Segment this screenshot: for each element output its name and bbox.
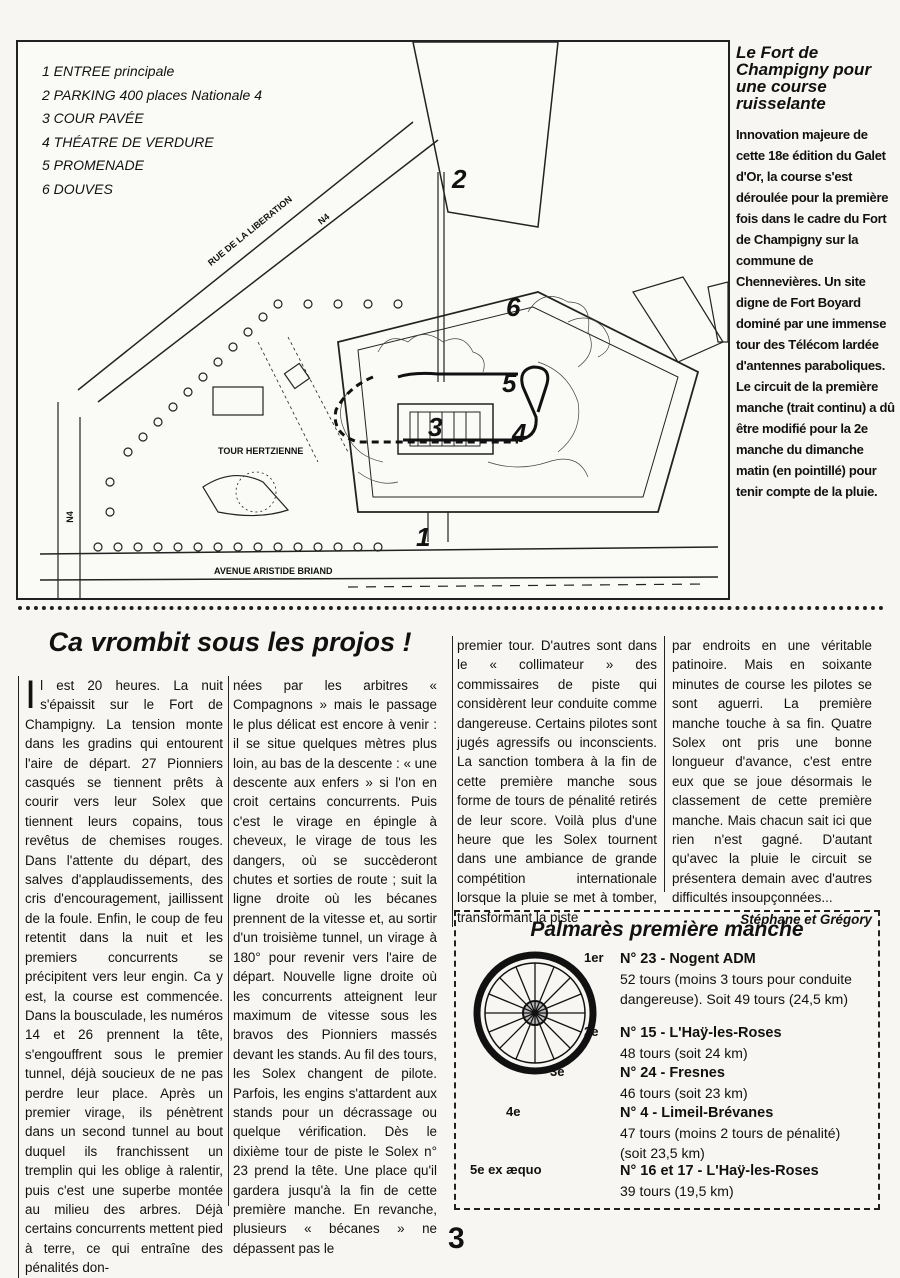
entry-team: N° 24 - Fresnes	[620, 1065, 725, 1081]
palmares-entry	[620, 1160, 870, 1201]
rank-label: 5e ex æquo	[470, 1162, 542, 1177]
article-column-3	[452, 636, 657, 927]
palmares-title: Palmarès première manche	[530, 918, 804, 941]
legend-item: 4 THÉATRE DE VERDURE	[42, 133, 214, 150]
legend-item: 3 COUR PAVÉE	[42, 110, 144, 126]
entry-detail: 39 tours (19,5 km)	[620, 1183, 734, 1199]
legend-item: 5 PROMENADE	[42, 157, 144, 173]
site-map	[16, 40, 730, 600]
entry-detail: 48 tours (soit 24 km)	[620, 1045, 748, 1061]
entry-team: N° 16 et 17 - L'Haÿ-les-Roses	[620, 1163, 819, 1179]
map-legend	[42, 60, 262, 201]
article-column-1	[18, 673, 223, 1278]
entry-team: N° 15 - L'Haÿ-les-Roses	[620, 1025, 782, 1041]
sidebar-article	[736, 44, 896, 502]
rank-label: 3e	[550, 1064, 565, 1079]
column-divider	[228, 676, 229, 1206]
entry-detail: 47 tours (moins 2 tours de pénalité) (soit 23,5 km)	[620, 1125, 841, 1161]
map-number-3: 3	[428, 412, 443, 442]
rank-label: 1er	[584, 950, 604, 965]
article-headline: Ca vrombit sous les projos !	[48, 627, 412, 657]
article-column-4	[672, 636, 872, 929]
entry-detail: 52 tours (moins 3 tours pour conduite dangereuse). Soit 49 tours (24,5 km)	[620, 971, 852, 1007]
dotted-separator	[18, 606, 884, 610]
label-tour-hertzienne: TOUR HERTZIENNE	[218, 446, 304, 456]
rank-label: 2e	[584, 1024, 599, 1039]
label-n4-left: N4	[64, 511, 75, 523]
palmares-entry	[620, 1062, 870, 1103]
article-column-2	[233, 676, 437, 1258]
article-signature: Stéphane et Grégory	[740, 911, 872, 927]
map-number-1: 1	[416, 522, 431, 552]
map-number-2: 2	[452, 164, 467, 194]
entry-team: N° 23 - Nogent ADM	[620, 951, 756, 967]
palmares-entry	[620, 1102, 870, 1163]
label-n4-top: N4	[316, 211, 332, 227]
map-number-4: 4	[512, 418, 527, 448]
palmares-entry	[620, 948, 870, 1009]
sidebar-title: Le Fort de Champigny pour une course ruisselante	[736, 43, 872, 113]
legend-item: 1 ENTREE principale	[42, 63, 175, 79]
column-text: l est 20 heures. La nuit s'épaissit sur le Fort de Champigny. La tension monte dans les gradins qui entourent l'aire de départ. 27 Pionniers casqués se tiennent prêts à courir vers leur Solex que tiennent leurs copains, tous revêtus de chemises rouges. Dans l'attente du départ, des salves d'applaudissements, des cris d'encouragement, jaillissent de la foule. Enfin, le coup de feu retentit dans la nuit et les premiers concurrents se précipitent vers leur engin. Ca y est, la course est commencée. Dans la bousculade, les numéros 14 et 26 prennent la tête, s'engouffrent sous le premier tunnel, déjà soucieux de ne pas perdre leur place. Après un premier virage, ils pénètrent dans un second tunnel au bout duquel ils franchissent un tremplin qui les oblige à ralentir, puis c'est une superbe montée au milieu des arbres. Déjà certains concurrents mettent pied à terre, ce qui entraîne des pénalités don-	[25, 678, 223, 1276]
sidebar-text: Innovation majeure de cette 18e édition du Galet d'Or, la course s'est déroulée pour la première fois dans le cadre du Fort de Champigny sur la commune de Chennevières. Un site digne de Fort Boyard dominé par une immense tour des Télécom lardée d'antennes paraboliques. Le circuit de la première manche (trait continu) a dû être modifié pour la 2e manche du dimanche matin (en pointillé) pour tenir compte de la pluie.	[736, 127, 895, 499]
column-text: par endroits en une véritable patinoire. Mais en soixante minutes de course les pilotes se sont aguerri. La première manche touche à sa fin. Quatre Solex ont pris une bonne longueur d'avance, c'est entre eux que se joue désormais le classement de cette première manche. Mais chacun sait ici que rien n'est gagné. D'autant qu'avec la pluie le circuit se présentera demain avec d'autres difficultés insoupçonnées...	[672, 638, 872, 906]
palmares-entry	[620, 1022, 870, 1063]
map-number-6: 6	[506, 292, 521, 322]
column-text: nées par les arbitres « Compagnons » mais le passage le plus délicat est encore à venir : il se situe quelques mètres plus loin, au bas de la descente : « une descente aux enfers » si l'on en croit certains concurrents. Puis c'est le virage en épingle à cheveux, le virage de tous les dangers, où se succèderont chutes et sorties de route ; suit la ligne droite où les bécanes prennent de la vitesse et, au sortir d'un troisième tunnel, un virage à 180° pour revenir vers l'aire de départ. Nouvelle ligne droite où les concurrents atteignent leur maximum de vitesse sous les bravos des Pionniers massés devant les stands. Au fil des tours, les Solex changent de pilote. Parfois, les engins s'attardent aux stands pour un décrassage ou quelque vérification. Dès le dixième tour de piste le Solex n° 23 prend la tête. Une place qu'il gardera jusqu'à la fin de cette première manche. En revanche, plusieurs « bécanes » ne dépassent pas le	[233, 678, 437, 1256]
wheel-icon	[470, 948, 600, 1078]
column-divider	[664, 636, 665, 892]
drop-cap: I	[25, 673, 37, 717]
rank-label: 4e	[506, 1104, 521, 1119]
label-avenue: AVENUE ARISTIDE BRIAND	[214, 566, 333, 576]
legend-item: 2 PARKING 400 places Nationale 4	[42, 86, 262, 103]
label-rue-liberation: RUE DE LA LIBERATION	[206, 193, 294, 268]
column-text: premier tour. D'autres sont dans le « collimateur » des commissaires de piste qui considèrent leur conduite comme dangereuse. Certains pilotes sont jugés agressifs ou inconscients. La sanction tombera à la fin de cette première manche sous forme de tours de pénalité retirés de leur score. Voilà plus d'une heure que les Solex tournent dans une ambiance de grande compétition internationale lorsque la pluie se met à tomber, transformant la piste	[457, 638, 657, 925]
entry-detail: 46 tours (soit 23 km)	[620, 1085, 748, 1101]
page-number: 3	[448, 1222, 465, 1255]
legend-item: 6 DOUVES	[42, 180, 113, 197]
palmares-box	[454, 910, 880, 1210]
map-number-5: 5	[502, 368, 517, 398]
entry-team: N° 4 - Limeil-Brévanes	[620, 1105, 774, 1121]
